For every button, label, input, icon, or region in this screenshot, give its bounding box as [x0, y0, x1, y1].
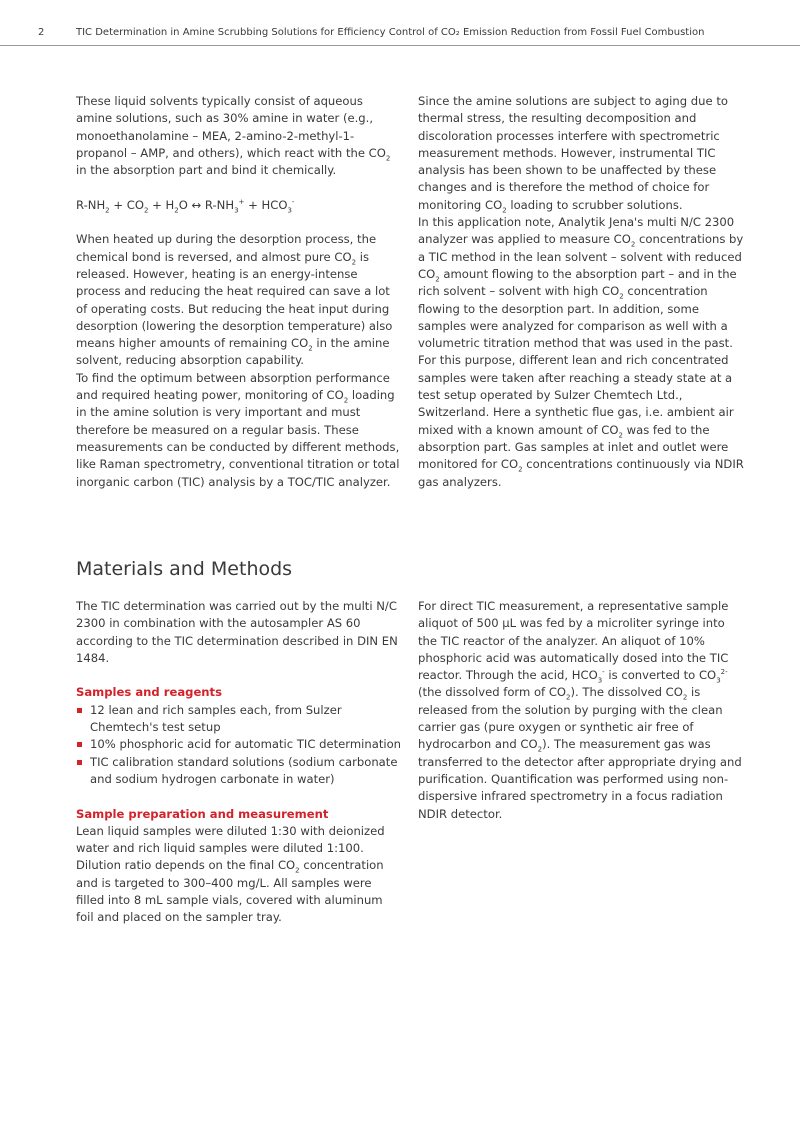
text-run: O ↔ R-NH — [178, 197, 235, 212]
square-bullet-icon — [77, 760, 82, 765]
subscript: 2 — [630, 240, 636, 249]
superscript: - — [291, 197, 295, 206]
subscript: 3 — [716, 676, 721, 685]
methods-right-paragraph-1 — [418, 598, 744, 823]
subscript: 3 — [597, 676, 603, 685]
text-run: in the amine solvent, reducing absorption capability. — [76, 336, 390, 368]
page-number: 2 — [38, 27, 45, 38]
text-run: ). The measurement gas was transferred to the detector after appropriate drying and purification. Quantification was performed using non-dispersive infrared spectrometry in a focus radiation NDIR detector. — [418, 737, 742, 821]
intro-left-paragraph-2 — [76, 231, 402, 369]
subscript: 2 — [174, 206, 179, 215]
methods-left-column — [76, 598, 402, 927]
text-run: concentrations continuously via NDIR gas analyzers. — [418, 457, 744, 489]
subscript: 2 — [682, 693, 688, 702]
intro-left-column — [76, 93, 402, 491]
intro-right-column — [418, 93, 744, 491]
text-run: Lean liquid samples were diluted 1:30 with deionized water and rich liquid samples were diluted 1:100. Dilution ratio depends on the final CO — [76, 823, 385, 873]
subscript: 2 — [385, 154, 391, 163]
subscript: 3 — [234, 206, 239, 215]
subscript: 2 — [308, 344, 313, 353]
text-run: concentration and is targeted to 300–400 mg/L. All samples were filled into 8 mL sample vials, covered with aluminum foil and placed on the sampler tray. — [76, 858, 384, 925]
text-run: These liquid solvents typically consist of aqueous amine solutions, such as 30% amine in water (e.g., monoethanolamine – MEA, 2-amino-2-methyl-1-propanol – AMP, and others), which react with the CO — [76, 94, 386, 160]
subscript: 2 — [105, 206, 110, 215]
text-run: loading to scrubber solutions. — [506, 197, 683, 212]
square-bullet-icon — [77, 708, 82, 713]
text-run: + HCO — [244, 197, 288, 212]
intro-left-paragraph-1 — [76, 93, 402, 179]
subscript: 2 — [295, 866, 300, 875]
text-run: loading in the amine solution is very important and must therefore be measured on a regular basis. These measurements can be conducted by different methods, like Raman spectrometry, conventional titration or total inorganic carbon (TIC) analysis by a TOC/TIC analyzer. — [76, 388, 400, 489]
superscript: - — [602, 668, 605, 677]
intro-right-paragraph-1 — [418, 93, 744, 214]
text-run: is converted to CO — [604, 668, 717, 683]
text-run: Since the amine solutions are subject to aging due to thermal stress, the resulting decomposition and discoloration processes interfere with spectrometric measurement methods. However, instrumental TIC analysis has been shown to be unaffected by these changes and is therefore the method of choice for monitoring CO — [418, 94, 728, 212]
methods-left-paragraph-2 — [76, 823, 402, 927]
text-run: is released from the solution by purging with the clean carrier gas (pure oxygen or synthetic air free of hydrocarbon and CO — [418, 685, 723, 752]
spacer — [76, 179, 402, 196]
intro-right-paragraph-2 — [418, 214, 744, 491]
text-run: (the dissolved form of CO — [418, 685, 567, 700]
superscript: + — [238, 197, 245, 206]
chemical-equation — [76, 197, 402, 214]
header-rule — [0, 45, 800, 46]
text-run: amount flowing to the absorption part – and in the rich solvent – solvent with high CO — [418, 266, 737, 299]
subscript: 2 — [619, 292, 624, 301]
section-title-materials-methods: Materials and Methods — [76, 558, 293, 580]
text-run: For direct TIC measurement, a representative sample aliquot of 500 µL was fed by a microliter syringe into the TIC reactor of the analyzer. An aliquot of 10% phosphoric acid was automatically dosed into the TIC reactor. Through the acid, HCO — [418, 599, 729, 683]
text-run: In this application note, Analytik Jena's multi N/C 2300 analyzer was applied to measure CO — [418, 215, 735, 247]
text-run: was fed to the absorption part. Gas samples at inlet and outlet were monitored for CO — [418, 422, 729, 472]
spacer — [76, 788, 402, 805]
subscript: 2 — [502, 206, 507, 215]
list-item-text: 12 lean and rich samples each, from Sulzer Chemtech's test setup — [90, 702, 342, 735]
methods-right-column — [418, 598, 744, 823]
list-item — [76, 754, 402, 789]
subscript: 2 — [618, 430, 623, 439]
list-item-text: TIC calibration standard solutions (sodium carbonate and sodium hydrogen carbonate in water) — [90, 754, 398, 786]
square-bullet-icon — [77, 742, 82, 747]
subscript: 2 — [351, 257, 357, 266]
intro-left-paragraph-3 — [76, 370, 402, 491]
spacer — [76, 667, 402, 684]
text-run: R-NH — [76, 197, 106, 212]
text-run: in the absorption part and bind it chemically. — [76, 163, 337, 178]
samples-bullet-list — [76, 702, 402, 788]
text-run: concentration flowing to the desorption part. In addition, some samples were analyzed for comparison as well with a volumetric titration method that was used in the past. For this purpose, different lean and rich concentrated samples were taken after reaching a steady state at a test setup operated by Sulzer Chemtech Ltd., Switzerland. Here a synthetic flue gas, i.e. ambient air mixed with a known amount of CO — [418, 284, 734, 437]
methods-left-paragraph-1: The TIC determination was carried out by the multi N/C 2300 in combination with the autosampler AS 60 according to the TIC determination described in DIN EN 1484. — [76, 599, 398, 665]
subscript: 2 — [435, 275, 440, 284]
list-item-text: 10% phosphoric acid for automatic TIC determination — [90, 737, 402, 752]
text-run: concentrations by a TIC method in the lean solvent – solvent with reduced CO — [418, 232, 744, 281]
text-run: + CO — [109, 197, 144, 212]
subscript: 2 — [143, 206, 149, 215]
list-item — [76, 702, 402, 737]
page-header — [0, 0, 800, 46]
text-run: + H — [148, 197, 175, 212]
subscript: 2 — [343, 396, 349, 405]
text-run: To find the optimum between absorption performance and required heating power, monitoring of CO — [76, 370, 390, 403]
subscript: 2 — [518, 465, 523, 474]
subscript: 3 — [287, 206, 292, 215]
superscript: 2- — [720, 668, 728, 677]
subheading-sample-preparation: Sample preparation and measurement — [76, 806, 329, 821]
subscript: 2 — [566, 693, 571, 702]
running-title: TIC Determination in Amine Scrubbing Solutions for Efficiency Control of CO₂ Emission Reduction from Fossil Fuel Combustion — [76, 27, 705, 38]
list-item — [76, 736, 402, 753]
text-run: is released. However, heating is an energy-intense process and reducing the heat required can save a lot of operating costs. But reducing the heat input during desorption (lowering the desorption temperature) also means higher amounts of remaining CO — [76, 249, 393, 351]
spacer — [76, 214, 402, 231]
text-run: ). The dissolved CO — [570, 685, 683, 700]
text-run: When heated up during the desorption process, the chemical bond is reversed, and almost pure CO — [76, 232, 377, 264]
subheading-samples-reagents: Samples and reagents — [76, 685, 223, 700]
subscript: 2 — [537, 745, 543, 754]
